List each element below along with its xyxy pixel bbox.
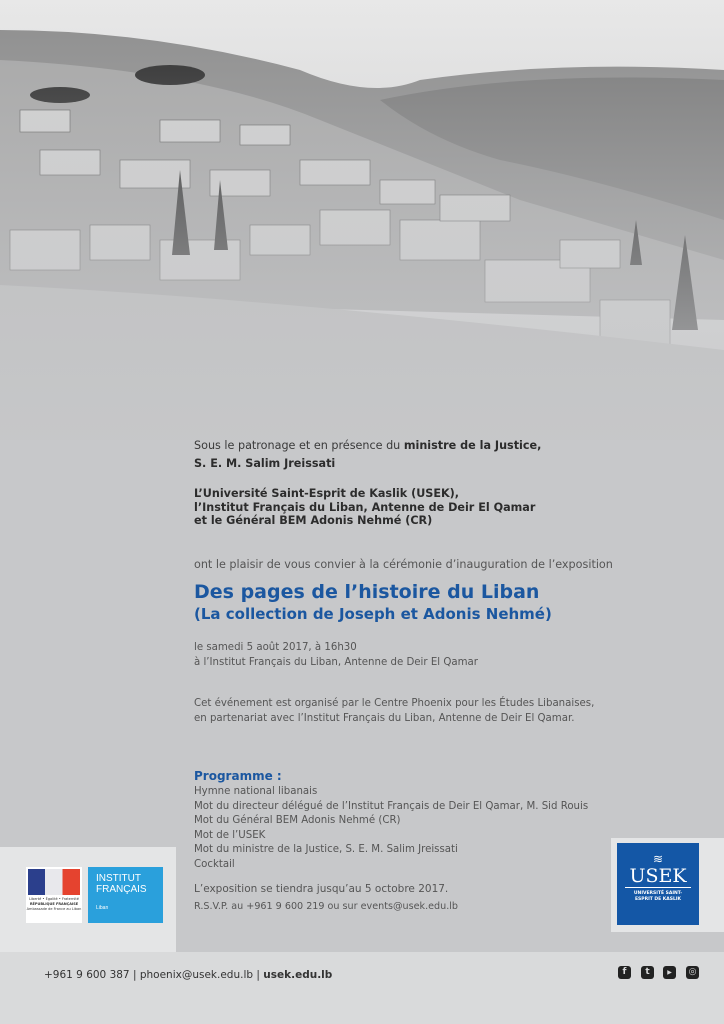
exhibition-until: L’exposition se tiendra jusqu’au 5 octobre 2017. — [194, 883, 449, 895]
historic-village-photo — [0, 0, 724, 440]
host-institut: l’Institut Français du Liban, Antenne de Deir El Qamar — [194, 501, 536, 514]
separator: | — [253, 969, 264, 981]
usek-logo — [617, 843, 699, 925]
if-line1: INSTITUT — [96, 873, 141, 884]
invitation-text: ont le plaisir de vous convier à la cérémonie d’inauguration de l’exposition — [194, 558, 613, 571]
programme-heading: Programme : — [194, 769, 282, 783]
patronage-line — [194, 438, 541, 453]
host-usek: L’Université Saint-Esprit de Kaslik (USEK), — [194, 487, 460, 500]
patronage-minister: ministre de la Justice, — [403, 439, 542, 452]
programme-item: Mot du directeur délégué de l’Institut Français de Deir El Qamar, M. Sid Rouis — [194, 801, 589, 812]
usek-logo-box — [611, 838, 724, 932]
usek-wave-icon: ≋ — [652, 852, 664, 866]
exhibition-title: Des pages de l’histoire du Liban — [194, 581, 540, 603]
youtube-icon[interactable]: ▶ — [663, 966, 676, 979]
facebook-icon[interactable]: f — [618, 966, 631, 979]
programme-item: Mot de l’USEK — [194, 830, 266, 841]
organizer-line-1: Cet événement est organisé par le Centre Phoenix pour les Études Libanaises, — [194, 698, 595, 709]
partner-logos — [0, 847, 176, 953]
patronage-name: S. E. M. Salim Jreissati — [194, 457, 336, 470]
exhibition-title-block — [194, 580, 552, 624]
rf-sub: Ambassade de France au Liban — [26, 907, 82, 911]
footer-website[interactable]: usek.edu.lb — [263, 969, 333, 981]
programme-item: Cocktail — [194, 859, 235, 870]
footer-contact — [44, 969, 332, 981]
if-line2: FRANÇAIS — [96, 884, 147, 895]
rf-name: RÉPUBLIQUE FRANÇAISE — [29, 902, 79, 906]
host-general: et le Général BEM Adonis Nehmé (CR) — [194, 514, 433, 527]
programme-item: Hymne national libanais — [194, 786, 318, 797]
instagram-icon[interactable]: ◎ — [686, 966, 699, 979]
footer-phone: +961 9 600 387 — [44, 969, 130, 981]
event-venue: à l’Institut Français du Liban, Antenne de Deir El Qamar — [194, 657, 478, 668]
usek-name: USEK — [625, 865, 691, 888]
twitter-icon[interactable]: t — [641, 966, 654, 979]
separator: | — [129, 969, 140, 981]
footer-email[interactable]: phoenix@usek.edu.lb — [139, 969, 254, 981]
if-sub: Liban — [96, 905, 109, 911]
rf-motto: Liberté • Égalité • Fraternité — [29, 897, 79, 901]
institut-francais-logo — [88, 867, 163, 923]
programme-item: Mot du ministre de la Justice, S. E. M. Salim Jreissati — [194, 844, 458, 855]
footer — [0, 952, 724, 1024]
usek-sub: UNIVERSITÉ SAINT-ESPRIT DE KASLIK — [633, 891, 683, 902]
republique-francaise-logo — [26, 867, 82, 923]
patronage-prefix: Sous le patronage et en présence du — [194, 439, 404, 452]
event-date: le samedi 5 août 2017, à 16h30 — [194, 642, 357, 653]
exhibition-subtitle: (La collection de Joseph et Adonis Nehmé) — [194, 605, 552, 623]
organizer-line-2: en partenariat avec l’Institut Français du Liban, Antenne de Deir El Qamar. — [194, 713, 575, 724]
rsvp: R.S.V.P. au +961 9 600 219 ou sur events@usek.edu.lb — [194, 901, 459, 912]
programme-item: Mot du Général BEM Adonis Nehmé (CR) — [194, 815, 401, 826]
